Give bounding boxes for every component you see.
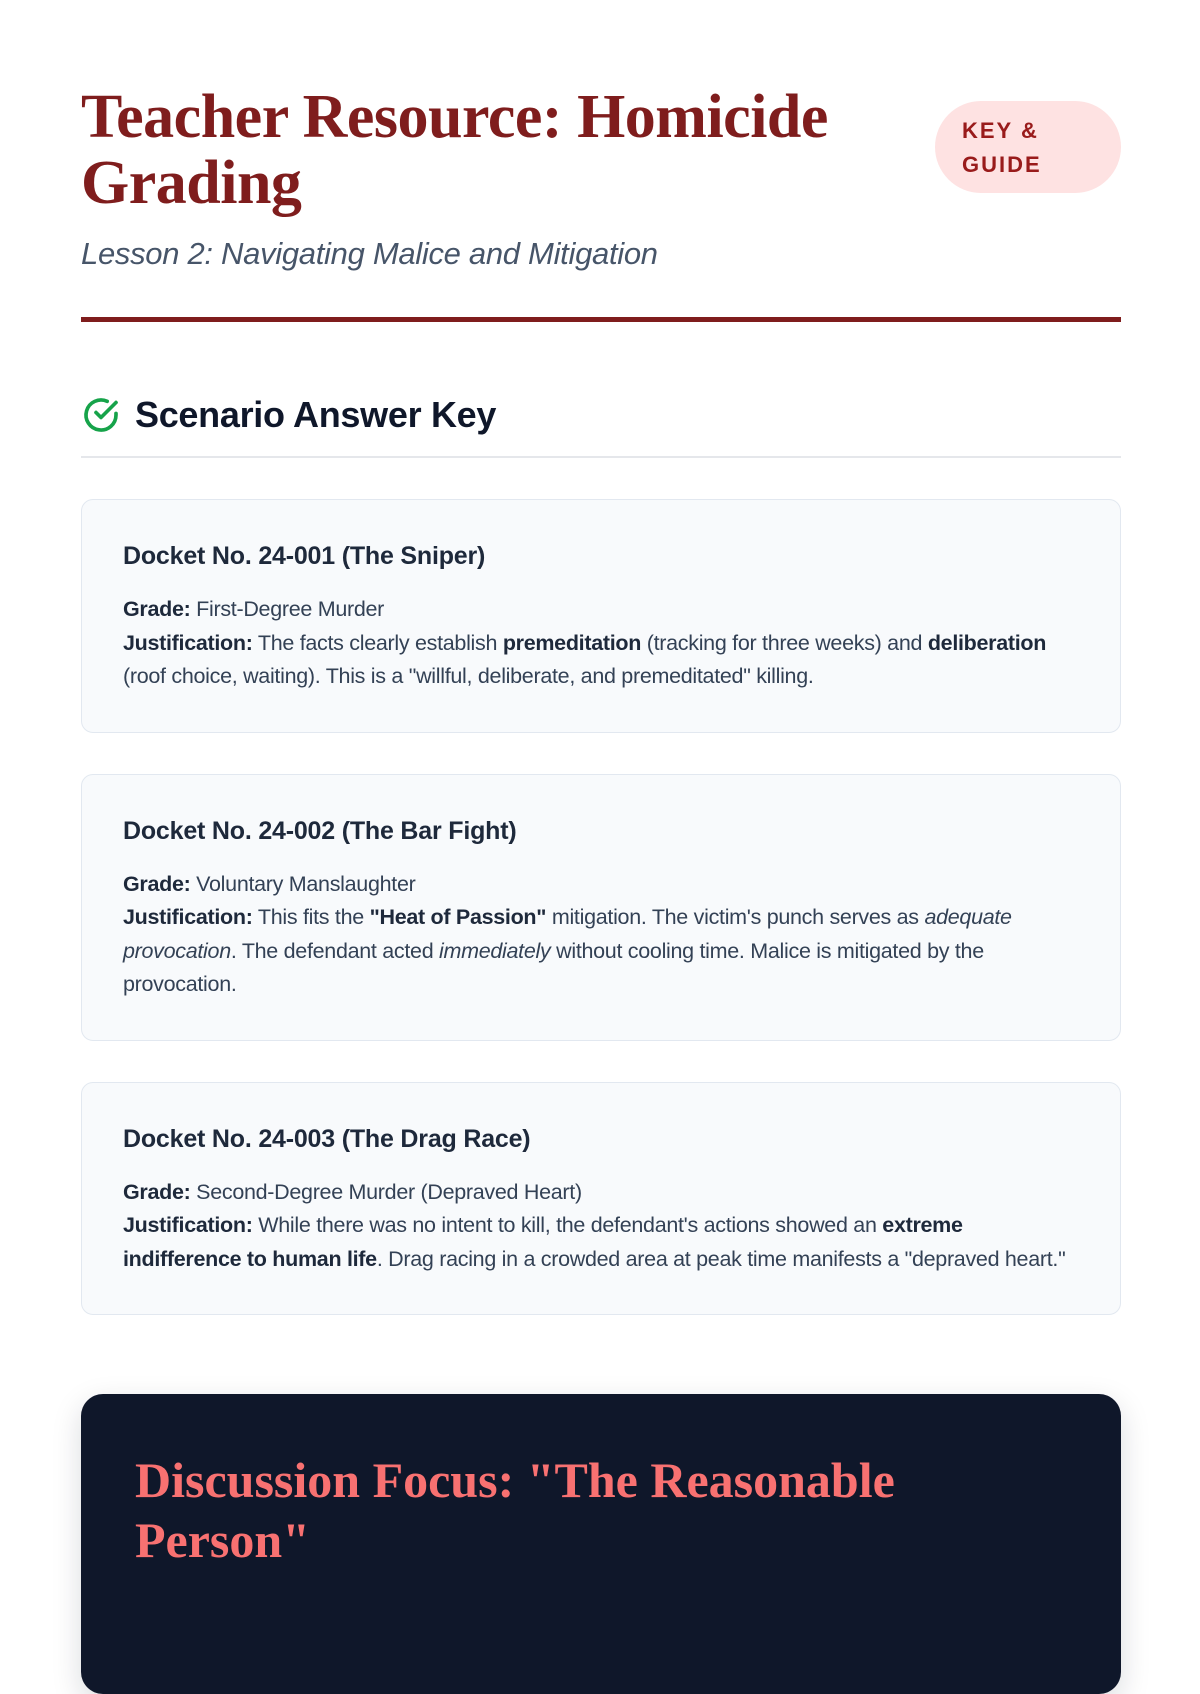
justification-text: . The defendant acted — [230, 938, 440, 963]
justification-text: (tracking for three weeks) and — [641, 630, 928, 655]
grade-label: Grade: — [123, 597, 191, 621]
docket-title: Docket No. 24-002 (The Bar Fight) — [123, 816, 517, 845]
check-circle-icon — [81, 395, 121, 435]
justification-text: . Drag racing in a crowded area at peak time manifests a "depraved heart." — [376, 1246, 1066, 1271]
grade-value: Second-Degree Murder (Depraved Heart) — [190, 1179, 582, 1204]
justification-text: deliberation — [927, 630, 1047, 655]
justification-text: extreme indifference to human life — [123, 1213, 963, 1271]
justification-text: This fits the — [252, 905, 370, 929]
page-header — [81, 0, 1121, 272]
section-title: Scenario Answer Key — [135, 394, 497, 435]
justification-text: Justification: — [123, 630, 253, 655]
justification-text: without cooling time. Malice is mitigated by the provocation. — [123, 938, 984, 996]
grade-line — [123, 868, 1079, 1002]
justification-text: "Heat of Passion" — [369, 905, 547, 929]
page-title: Teacher Resource: Homicide Grading — [81, 83, 828, 217]
grade-label: Grade: — [123, 871, 191, 896]
page-subtitle: Lesson 2: Navigating Malice and Mitigation — [81, 236, 658, 271]
grade-line — [123, 1176, 1079, 1277]
justification-text: The facts clearly establish — [252, 630, 503, 655]
page — [81, 0, 1121, 1694]
justification-text: Justification: — [123, 905, 253, 929]
grade-value: Voluntary Manslaughter — [190, 871, 416, 896]
justification-text: mitigation. The victim's punch serves as — [546, 905, 925, 929]
docket-card — [81, 1082, 1121, 1316]
justification-text: While there was no intent to kill, the defendant's actions showed an — [252, 1213, 883, 1237]
grade-line — [123, 593, 1079, 694]
docket-card — [81, 774, 1121, 1041]
justification-text: adequate provocation — [123, 905, 1012, 963]
section-header — [81, 394, 1121, 458]
header-divider — [81, 317, 1121, 322]
docket-card — [81, 499, 1121, 733]
answer-key-list — [81, 499, 1121, 1315]
grade-value: First-Degree Murder — [190, 597, 385, 621]
justification-text: immediately — [439, 938, 551, 963]
justification-text: Justification: — [123, 1213, 253, 1237]
justification-text: (roof choice, waiting). This is a "willful, deliberate, and premeditated" killing. — [123, 664, 814, 688]
discussion-panel — [81, 1394, 1121, 1694]
key-guide-badge: KEY & GUIDE — [935, 101, 1121, 193]
discussion-title: Discussion Focus: "The Reasonable Person" — [135, 1452, 895, 1568]
docket-title: Docket No. 24-001 (The Sniper) — [123, 542, 486, 570]
justification-text: premeditation — [502, 630, 642, 655]
docket-title: Docket No. 24-003 (The Drag Race) — [123, 1124, 531, 1153]
grade-label: Grade: — [123, 1179, 191, 1204]
